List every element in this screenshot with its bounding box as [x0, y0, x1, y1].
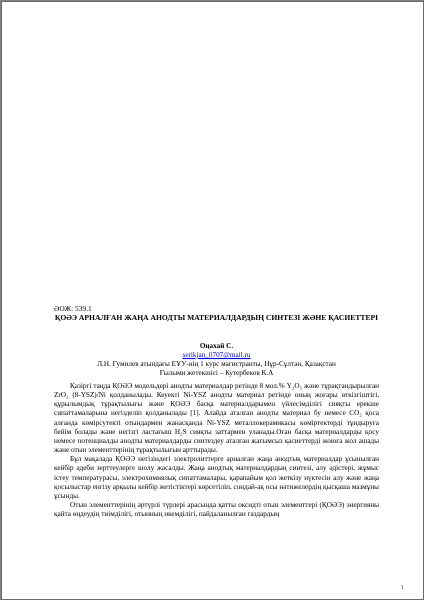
article-title: ҚОӘЭ АРНАЛҒАН ЖАҢА АНОДТЫ МАТЕРИАЛДАРДЫҢ СИНТЕЗІ ЖӘНЕ ҚАСИЕТТЕРІ	[54, 313, 379, 322]
document-page	[1, 1, 424, 600]
udc-code: ӘОЖ: 539.1	[54, 304, 92, 313]
author-affiliation: Л.Н. Гумилев атындағы ЕҰУ-нің 1 курс магистранты, Нұр-Сұлтан, Қазақстан	[97, 360, 336, 368]
body-paragraph-2: Бұл мақалада ҚОӘЭ негізіндегі электролиттерге арналған жаңа анодтық материалдар ұсынылған кейбір әдеби зерттеулерге шолу жасалды. Жаңа анодтық материалдардың синтезі, алу әдістері, жұмыс істеу температурасы, электрохимиялық сипаттамалары, қарапайым қол жеткізу нүктесін алу және жаңа қосылыстар енгізу арқылы кейбір жетістіктері көрсетіліп, сондай-ақ осы нәтижелердің қысқаша мазмұны ұсынды.	[54, 455, 379, 500]
body-paragraph-1: Қазіргі таңда ҚОӘЭ модельдері анодты материалдар ретінде 8 мол.% Y₂O₃ және тұрақтандырылған ZrO₂ (8-YSZ)/Ni қолданылады. Кеуекті Ni-YSZ анодты материал ретінде оның жоғары өткізгіштігі, құрылымдық тұрақтылығы және ҚОӘЭ басқа материалдарымен үйлесімділігі сияқты ерекше сипаттамаларына негізделіп қолданылады [1]. Алайда аталған анодты материал бу немесе CO₂ қоса алғанда көмірсутекті отындармен жанасқанда Ni-YSZ металлокерамикасы көміртектерді тұндыруға бейім болады және негізгі ластағыш H₂S сияқты заттармен уланады.Оған басқа материалдарды қосу немесе потенциалды анодты материалдарды синтездеу аталған жағымсыз қасиеттерді жоюға жол ашады және отын элементтерінің тұрақтылығын арттырады.	[54, 382, 379, 455]
article-body	[54, 382, 379, 519]
body-paragraph-3: Отын элементтерінің әртүрлі түрлері арасында қатты оксидті отын элементтері (ҚОӘЭ) энергияны қайта өңдеудің тиімділігі, отынның икемділігі, пайдаланылған газдардың	[54, 501, 379, 519]
author-name: Оңахай С.	[199, 342, 234, 350]
scientific-advisor: Ғылыми жетекшісі – Кутербеков К.А	[159, 369, 274, 377]
page-number: 1	[401, 585, 404, 591]
author-email-link[interactable]: serikjan_0707@mail.ru	[182, 351, 251, 359]
